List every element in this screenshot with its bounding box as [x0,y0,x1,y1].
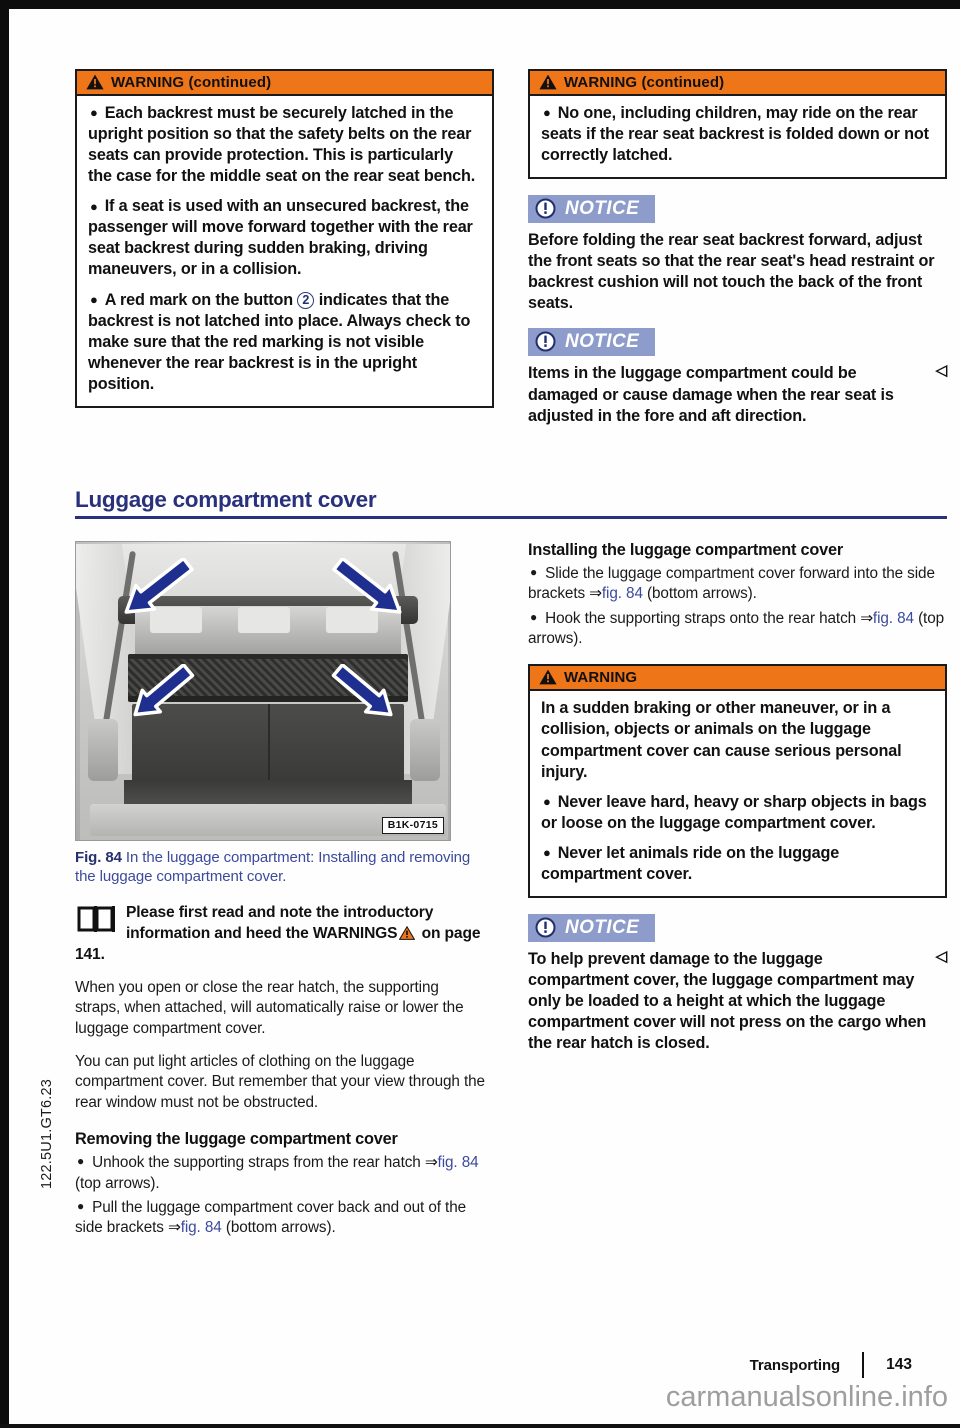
footer-chapter: Transporting [749,1356,841,1374]
notice-block-1 [528,195,947,314]
installing-bullet-1-after: (bottom arrows). [647,585,757,603]
notice-body: Before folding the rear seat backrest forward, adjust the front seats so that the rear seat's head restraint or backrest cushion will not touch the back of the front seats. [528,231,935,313]
document-code: 122.5U1.GT6.23 [39,1078,55,1189]
warning-title: WARNING (continued) [564,73,725,91]
warning-bullet-1 [541,103,934,166]
warning-triangle-icon [539,74,557,90]
scan-edge-top [0,0,960,9]
arrow-bottom-left-icon [122,664,202,720]
warning-bullet-1 [88,103,481,187]
end-of-section-marker: ◁ [935,947,947,965]
cross-reference [589,585,643,602]
callout-number-2: 2 [297,292,314,309]
cross-reference-label: fig. 84 [180,1219,222,1237]
manual-page [9,9,960,1424]
left-column-top [75,69,494,441]
notice-badge [528,914,655,942]
removing-bullet-2-after: (bottom arrows). [225,1219,336,1237]
removing-bullet-1 [75,1153,487,1194]
figure-code-label: B1K-0715 [382,817,444,834]
left-body-paragraph-1: When you open or close the rear hatch, the supporting straps, when attached, will automatically raise or lower the luggage compartment cover. [75,979,464,1037]
footer-divider [862,1352,864,1378]
bullet-dot: ● [543,845,551,861]
notice-label: NOTICE [565,331,640,353]
scan-edge-left [0,0,9,1428]
notice-body-text: Items in the luggage compartment could be damaged or cause damage when the rear seat is adjusted in the fore and aft direction. [528,364,894,425]
figure-84-image [75,541,451,841]
bullet-dot: ● [90,105,98,121]
warning-bullet-1 [541,792,934,834]
notice-badge [528,195,655,223]
double-arrow-icon: ⇒ [424,1154,438,1172]
warning-bullet-1-text: Never leave hard, heavy or sharp objects in bags or loose on the luggage compartment cover. [541,792,927,832]
removing-bullet-2 [75,1198,487,1239]
warning-box-right [528,69,947,179]
notice-label: NOTICE [565,916,640,938]
exclamation-circle-icon [535,198,556,219]
left-body-paragraph-2: You can put light articles of clothing on the luggage compartment cover. But remember that your view through the rear window must not be obstructed. [75,1053,485,1111]
book-note [75,903,487,965]
book-note-text-before: Please first read and note the introductory information and heed the WARNINGS [126,904,434,942]
figure-number: Fig. 84 [75,849,122,866]
removing-bullet-2-before: Pull the luggage compartment cover back and out of the side brackets [75,1198,467,1237]
warning-box-luggage-cover [528,664,947,898]
bullet-dot: ● [543,105,551,121]
top-columns [75,69,947,441]
notice-badge [528,328,655,356]
right-column-top [528,69,947,441]
subheading-removing: Removing the luggage compartment cover [75,1130,398,1149]
end-of-section-marker: ◁ [935,362,947,380]
head-restraint-center [238,607,290,633]
taillight-right [410,719,440,781]
cross-reference-label: fig. 84 [437,1154,479,1172]
warning-bullet-2 [88,196,481,280]
bullet-dot: ● [77,1198,85,1213]
exclamation-circle-icon [535,331,556,352]
cross-reference [425,1154,479,1171]
double-arrow-icon: ⇒ [589,585,602,603]
warning-header [530,71,945,96]
bullet-dot: ● [530,609,538,624]
section-heading-rule [75,516,947,519]
removing-bullet-1-before: Unhook the supporting straps from the rear hatch [92,1154,421,1172]
warning-bullet-1-text: No one, including children, may ride on the rear seats if the rear seat backrest is folded down or not correctly latched. [541,104,929,165]
installing-bullet-2-before: Hook the supporting straps onto the rear hatch [545,609,857,627]
left-column-lower [75,541,494,1239]
scan-edge-bottom [0,1424,960,1428]
bullet-dot: ● [90,198,98,214]
warning-bullet-1-text: Each backrest must be securely latched in the upright position so that the safety belts on the rear seats can provide protection. This is particularly the case for the middle seat on the rear seat bench. [88,104,476,186]
right-column-lower [528,541,947,1239]
warning-body [530,96,945,177]
warning-body [77,96,492,406]
notice-label: NOTICE [565,198,640,220]
warning-header [77,71,492,96]
removing-bullet-1-after: (top arrows). [75,1174,160,1192]
double-arrow-icon: ⇒ [167,1219,181,1237]
notice-body [528,949,947,1054]
bullet-dot: ● [77,1154,85,1169]
notice-body [528,363,947,426]
warning-title: WARNING (continued) [111,73,272,91]
page-footer [9,1352,960,1378]
warning-triangle-icon [399,926,415,940]
taillight-left [88,719,118,781]
open-book-icon [77,905,117,935]
footer-page-number: 143 [886,1356,912,1373]
bullet-dot: ● [543,793,551,809]
arrow-bottom-right-icon [324,664,404,720]
bullet-dot: ● [90,291,98,307]
warning-bullet-3-text-before: A red mark on the button [104,290,293,309]
warning-bullet-2-text: If a seat is used with an unsecured backrest, the passenger will move forward together with the rear seat backrest during sudden braking, driving maneuvers, or in a collision. [88,197,473,279]
warning-bullet-2 [541,843,934,885]
section-heading [75,487,947,519]
lower-columns [75,541,947,1239]
warning-bullet-3 [88,290,481,395]
figure-caption-text: In the luggage compartment: Installing and removing the luggage compartment cover. [75,849,471,886]
warning-box-left [75,69,494,408]
warning-title: WARNING [564,668,638,686]
cross-reference [168,1219,222,1236]
notice-block-2 [528,328,947,426]
bullet-dot: ● [530,565,538,579]
warning-triangle-icon [86,74,104,90]
site-watermark: carmanualsonline.info [665,1381,948,1413]
installing-bullet-2 [528,609,947,650]
arrow-top-left-icon [112,558,202,618]
notice-block-3 [528,914,947,1054]
installing-bullet-1 [528,564,947,605]
section-heading-text: Luggage compartment cover [75,487,377,512]
cross-reference [860,610,914,627]
arrow-top-right-icon [324,558,414,618]
warning-body [530,691,945,896]
subheading-installing: Installing the luggage compartment cover [528,541,843,559]
warning-bullet-3-text-after: indicates that the backrest is not latched into place. Always check to make sure that the red marking is not visible whenever the rear backrest is in the upright position. [88,290,471,393]
warning-header [530,666,945,691]
cross-reference-label: fig. 84 [601,585,643,603]
cross-reference-label: fig. 84 [872,609,914,627]
book-note-text-after: on page 141. [75,924,481,963]
warning-triangle-icon [539,669,557,685]
warning-bullet-2-text: Never let animals ride on the luggage compartment cover. [541,843,840,883]
notice-body-text: To help prevent damage to the luggage compartment cover, the luggage compartment may only be loaded to a height at which the luggage compartment cover will not press on the cargo when the rear hatch is closed. [528,949,927,1053]
installing-bullet-2-after: (top arrows). [528,609,945,648]
exclamation-circle-icon [535,917,556,938]
double-arrow-icon: ⇒ [860,609,873,627]
figure-caption [75,848,475,886]
installing-bullet-1-before: Slide the luggage compartment cover forward into the side brackets [528,565,935,603]
warning-intro: In a sudden braking or other maneuver, or in a collision, objects or animals on the luggage compartment cover can cause serious personal injury. [541,699,902,781]
